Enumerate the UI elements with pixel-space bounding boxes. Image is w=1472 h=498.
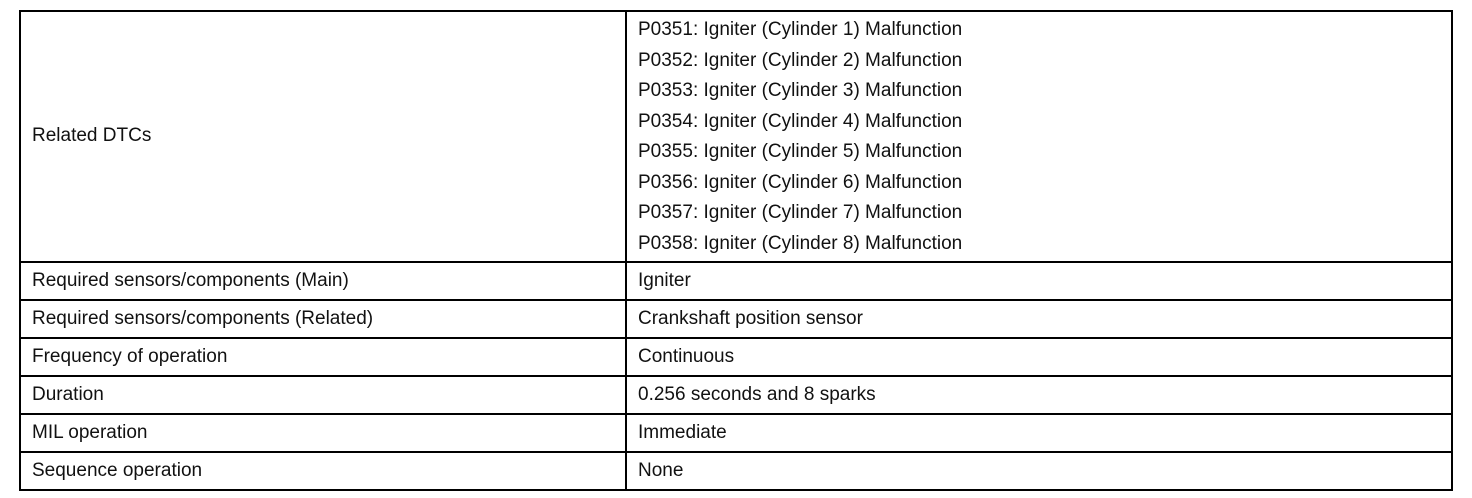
- table-row-sequence-operation: [20, 452, 1452, 490]
- dtc-item-p0356: P0356: Igniter (Cylinder 6) Malfunction: [638, 171, 963, 193]
- dtc-item-p0351: P0351: Igniter (Cylinder 1) Malfunction: [638, 19, 963, 40]
- row-label: Sequence operation: [20, 452, 626, 490]
- row-value: Igniter: [626, 262, 1452, 300]
- dtc-list: [626, 11, 1452, 262]
- table-row-required-related: [20, 300, 1452, 338]
- row-label: MIL operation: [20, 414, 626, 452]
- row-label: Required sensors/components (Related): [20, 300, 626, 338]
- table-row-mil-operation: [20, 414, 1452, 452]
- row-value: Immediate: [626, 414, 1452, 452]
- table-row-required-main: [20, 262, 1452, 300]
- table-row-frequency: [20, 338, 1452, 376]
- row-value: None: [626, 452, 1452, 490]
- row-label: Frequency of operation: [20, 338, 626, 376]
- monitor-spec-table: [19, 10, 1453, 491]
- row-label: Related DTCs: [20, 11, 626, 262]
- dtc-item-p0358: P0358: Igniter (Cylinder 8) Malfunction: [638, 232, 963, 254]
- dtc-item-p0354: P0354: Igniter (Cylinder 4) Malfunction: [638, 110, 963, 132]
- dtc-item-p0355: P0355: Igniter (Cylinder 5) Malfunction: [638, 141, 963, 162]
- dtc-item-p0353: P0353: Igniter (Cylinder 3) Malfunction: [638, 80, 963, 101]
- row-label: Required sensors/components (Main): [20, 262, 626, 300]
- dtc-item-p0352: P0352: Igniter (Cylinder 2) Malfunction: [638, 49, 963, 71]
- row-value: 0.256 seconds and 8 sparks: [626, 376, 1452, 414]
- row-value: Continuous: [626, 338, 1452, 376]
- table-row-duration: [20, 376, 1452, 414]
- row-label: Duration: [20, 376, 626, 414]
- table-row-related-dtcs: [20, 11, 1452, 262]
- dtc-item-p0357: P0357: Igniter (Cylinder 7) Malfunction: [638, 202, 963, 223]
- row-value: Crankshaft position sensor: [626, 300, 1452, 338]
